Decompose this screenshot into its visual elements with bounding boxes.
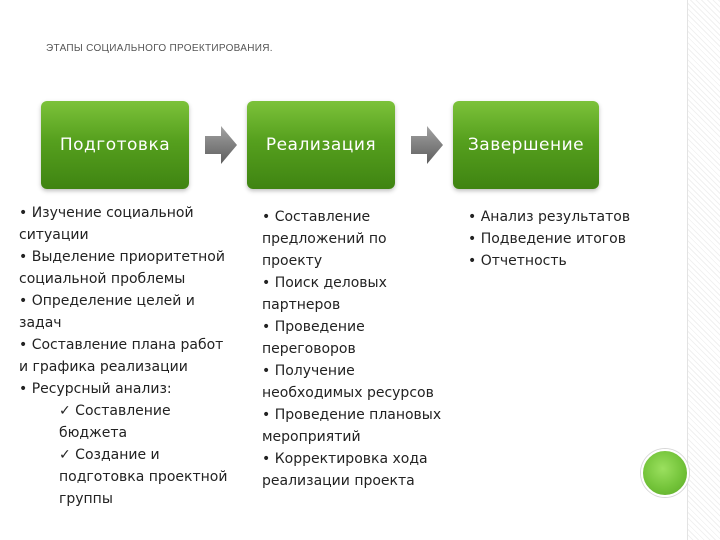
stage-label-completion: Завершение [467,135,585,155]
list-item: • Поиск деловых партнеров [262,275,387,313]
list-item: • Проведение переговоров [262,319,365,357]
list-item: • Получение необходимых ресурсов [262,363,434,401]
list-subitem: ✓ Составление бюджета [59,403,171,441]
arrow-right-icon [203,124,239,166]
stage-box-implementation [247,101,395,189]
stage-box-preparation [41,101,189,189]
implementation-list [262,206,462,492]
list-item: • Выделение приоритетной социальной проблемы [19,249,225,287]
list-item: • Отчетность [468,253,567,269]
arrow-right-icon [409,124,445,166]
stage-box-completion [453,101,599,189]
completion-list [468,206,648,272]
list-subitem: ✓ Создание и подготовка проектной группы [59,447,228,507]
list-item: • Подведение итогов [468,231,626,247]
list-item: • Ресурсный анализ: [19,381,172,397]
decorative-side-border [687,0,720,540]
stage-label-implementation: Реализация [265,135,377,155]
list-item: • Определение целей и задач [19,293,195,331]
list-item: • Корректировка хода реализации проекта [262,451,428,489]
slide-title: ЭТАПЫ СОЦИАЛЬНОГО ПРОЕКТИРОВАНИЯ. [46,43,273,54]
list-item: • Составление предложений по проекту [262,209,387,269]
preparation-list [19,202,244,510]
list-item: • Составление плана работ и графика реализации [19,337,224,375]
decorative-circle [641,449,689,497]
list-item: • Изучение социальной ситуации [19,205,194,243]
list-item: • Анализ результатов [468,209,631,225]
stage-label-preparation: Подготовка [59,135,171,155]
list-item: • Проведение плановых мероприятий [262,407,442,445]
